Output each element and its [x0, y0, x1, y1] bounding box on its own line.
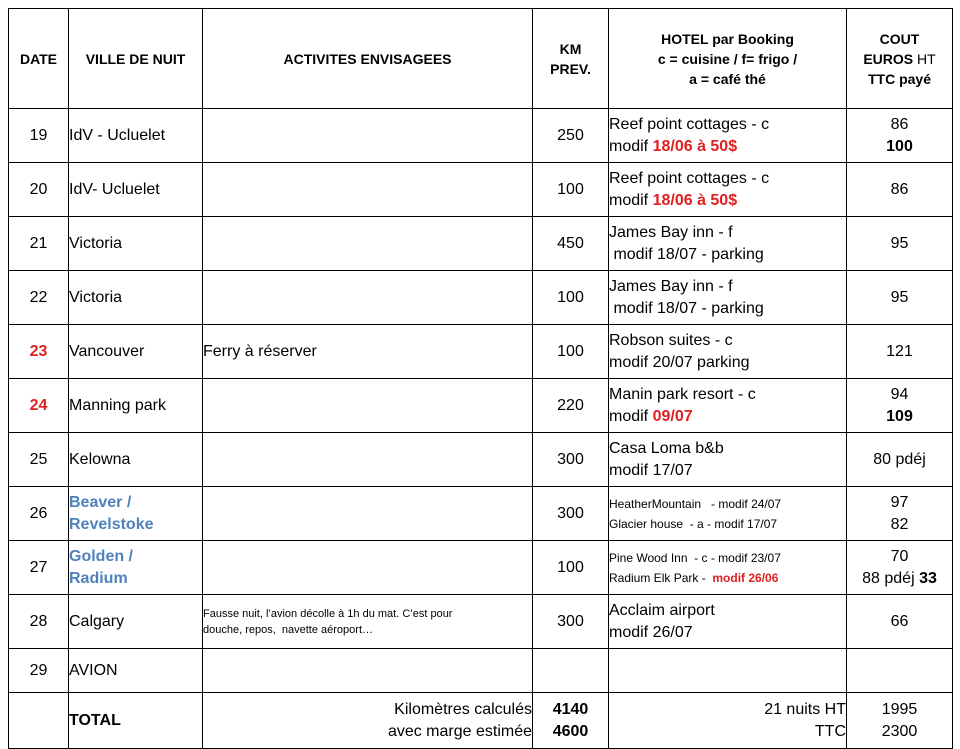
total-cost-ht: 1995 — [881, 700, 918, 718]
date-cell: 21 — [9, 217, 69, 271]
total-nights-line2: TTC — [814, 722, 846, 740]
total-cost — [847, 693, 953, 749]
hotel-cell — [609, 487, 847, 541]
cost-value-second — [847, 568, 952, 590]
cost-value-first: 70 — [890, 547, 909, 565]
activity-line1: Fausse nuit, l’avion décolle à 1h du mat. C’est pour — [203, 607, 453, 620]
km-cell: 300 — [533, 595, 609, 649]
table-row — [9, 649, 953, 693]
hotel-modification — [609, 136, 846, 158]
hotel-modification — [609, 406, 846, 428]
total-km-values — [533, 693, 609, 749]
date-cell: 20 — [9, 163, 69, 217]
activity-cell — [203, 163, 533, 217]
cost-cell: 121 — [847, 325, 953, 379]
header-hotel — [609, 9, 847, 109]
hotel-name: James Bay inn - f — [609, 277, 733, 295]
header-km-line1: KM — [559, 40, 582, 57]
city-cell — [69, 487, 203, 541]
city-cell: AVION — [69, 649, 203, 693]
km-cell: 450 — [533, 217, 609, 271]
cost-value-updated: 100 — [886, 137, 913, 155]
hotel-name: Reef point cottages - c — [609, 169, 770, 187]
activity-cell — [203, 271, 533, 325]
header-hotel-line2: c = cuisine / f= frigo / — [657, 50, 798, 67]
hotel-name: Manin park resort - c — [609, 385, 756, 403]
hotel-modification: modif 26/07 — [609, 623, 693, 641]
km-cell: 100 — [533, 325, 609, 379]
hotel-modification: modif 18/07 - parking — [609, 299, 764, 317]
date-cell: 26 — [9, 487, 69, 541]
total-empty-cell — [9, 693, 69, 749]
header-cost — [847, 9, 953, 109]
hotel-name: James Bay inn - f — [609, 223, 733, 241]
km-cell: 100 — [533, 163, 609, 217]
km-cell — [533, 649, 609, 693]
total-km-label-line1: Kilomètres calculés — [394, 700, 532, 718]
hotel-cell — [609, 109, 847, 163]
hotel-line1: HeatherMountain - modif 24/07 — [609, 496, 782, 511]
header-cost-line3: TTC payé — [867, 70, 931, 87]
table-row — [9, 163, 953, 217]
cost-value-second: 82 — [890, 515, 909, 533]
cost-cell — [847, 541, 953, 595]
total-km-label-line2: avec marge estimée — [387, 722, 532, 740]
total-km-estimated: 4600 — [552, 722, 589, 740]
hotel-mod-highlight: 09/07 — [652, 407, 693, 425]
hotel-cell — [609, 325, 847, 379]
city-line2: Revelstoke — [69, 515, 154, 533]
header-km-line2: PREV. — [550, 60, 591, 77]
header-date: DATE — [9, 9, 69, 109]
hotel-line2-highlight: modif 26/06 — [712, 570, 779, 585]
km-cell: 300 — [533, 487, 609, 541]
hotel-mod-prefix: modif — [609, 407, 653, 425]
hotel-cell — [609, 217, 847, 271]
city-cell — [69, 541, 203, 595]
date-cell: 28 — [9, 595, 69, 649]
activity-cell — [203, 433, 533, 487]
table-row — [9, 109, 953, 163]
activity-cell — [203, 487, 533, 541]
hotel-line2 — [609, 568, 846, 588]
table-row — [9, 541, 953, 595]
cost-second-extra: 33 — [919, 569, 937, 587]
cost-cell: 95 — [847, 271, 953, 325]
cost-cell — [847, 487, 953, 541]
header-cost-ht: HT — [913, 50, 936, 67]
table-row — [9, 379, 953, 433]
hotel-name: Acclaim airport — [609, 601, 715, 619]
date-cell: 19 — [9, 109, 69, 163]
activity-cell: Ferry à réserver — [203, 325, 533, 379]
date-cell: 23 — [9, 325, 69, 379]
date-cell: 29 — [9, 649, 69, 693]
hotel-cell — [609, 271, 847, 325]
hotel-line2-prefix: Radium Elk Park - — [609, 570, 713, 585]
hotel-cell — [609, 541, 847, 595]
cost-value: 94 — [890, 385, 909, 403]
header-activities: ACTIVITES ENVISAGEES — [203, 9, 533, 109]
hotel-line2: Glacier house - a - modif 17/07 — [609, 516, 778, 531]
city-line2: Radium — [69, 569, 128, 587]
itinerary-table — [8, 8, 953, 749]
hotel-mod-highlight: 18/06 à 50$ — [652, 137, 738, 155]
total-label: TOTAL — [69, 693, 203, 749]
total-km-calculated: 4140 — [552, 700, 589, 718]
total-cost-ttc: 2300 — [881, 722, 918, 740]
header-cost-line1: COUT — [879, 30, 920, 47]
table-row — [9, 325, 953, 379]
activity-cell — [203, 379, 533, 433]
cost-cell — [847, 379, 953, 433]
city-cell: Manning park — [69, 379, 203, 433]
activity-cell — [203, 541, 533, 595]
hotel-mod-highlight: 18/06 à 50$ — [652, 191, 738, 209]
hotel-name: Robson suites - c — [609, 331, 733, 349]
activity-cell — [203, 595, 533, 649]
hotel-name: Casa Loma b&b — [609, 439, 724, 457]
km-cell: 250 — [533, 109, 609, 163]
city-cell: Victoria — [69, 217, 203, 271]
km-cell: 100 — [533, 541, 609, 595]
header-hotel-line1: HOTEL par Booking — [661, 30, 794, 47]
date-cell: 25 — [9, 433, 69, 487]
hotel-cell — [609, 649, 847, 693]
header-hotel-line3: a = café thé — [689, 70, 766, 87]
hotel-mod-prefix: modif — [609, 191, 653, 209]
hotel-modification: modif 20/07 parking — [609, 353, 750, 371]
hotel-modification: modif 17/07 — [609, 461, 693, 479]
date-cell: 22 — [9, 271, 69, 325]
cost-value-first: 97 — [890, 493, 909, 511]
hotel-mod-prefix: modif — [609, 137, 653, 155]
hotel-name: Reef point cottages - c — [609, 115, 770, 133]
km-cell: 100 — [533, 271, 609, 325]
cost-cell — [847, 109, 953, 163]
activity-line2: douche, repos, navette aéroport… — [203, 623, 373, 636]
date-cell: 27 — [9, 541, 69, 595]
cost-value: 86 — [890, 115, 909, 133]
hotel-cell — [609, 163, 847, 217]
activity-cell — [203, 217, 533, 271]
total-row — [9, 693, 953, 749]
table-row — [9, 487, 953, 541]
table-row — [9, 595, 953, 649]
city-cell: Calgary — [69, 595, 203, 649]
hotel-modification: modif 18/07 - parking — [609, 245, 764, 263]
city-cell: IdV- Ucluelet — [69, 163, 203, 217]
activity-cell — [203, 109, 533, 163]
cost-value-updated: 109 — [886, 407, 913, 425]
hotel-modification — [609, 190, 846, 212]
city-cell: Victoria — [69, 271, 203, 325]
cost-cell: 86 — [847, 163, 953, 217]
total-nights — [609, 693, 847, 749]
cost-cell: 95 — [847, 217, 953, 271]
city-cell: IdV - Ucluelet — [69, 109, 203, 163]
table-row — [9, 433, 953, 487]
cost-cell — [847, 649, 953, 693]
km-cell: 220 — [533, 379, 609, 433]
city-line1: Golden / — [69, 547, 133, 565]
activity-cell — [203, 649, 533, 693]
hotel-cell — [609, 433, 847, 487]
date-cell: 24 — [9, 379, 69, 433]
total-km-label — [203, 693, 533, 749]
header-cost-euros: EUROS — [863, 50, 914, 67]
city-cell: Kelowna — [69, 433, 203, 487]
table-row — [9, 271, 953, 325]
total-nights-line1: 21 nuits HT — [764, 700, 846, 718]
header-km — [533, 9, 609, 109]
header-cost-line2 — [847, 49, 952, 69]
header-city: VILLE DE NUIT — [69, 9, 203, 109]
hotel-line1: Pine Wood Inn - c - modif 23/07 — [609, 550, 781, 565]
hotel-cell — [609, 379, 847, 433]
city-cell: Vancouver — [69, 325, 203, 379]
cost-cell: 66 — [847, 595, 953, 649]
city-line1: Beaver / — [69, 493, 132, 511]
km-cell: 300 — [533, 433, 609, 487]
hotel-cell — [609, 595, 847, 649]
header-row — [9, 9, 953, 109]
cost-second-prefix: 88 pdéj — [862, 569, 920, 587]
cost-cell: 80 pdéj — [847, 433, 953, 487]
table-row — [9, 217, 953, 271]
